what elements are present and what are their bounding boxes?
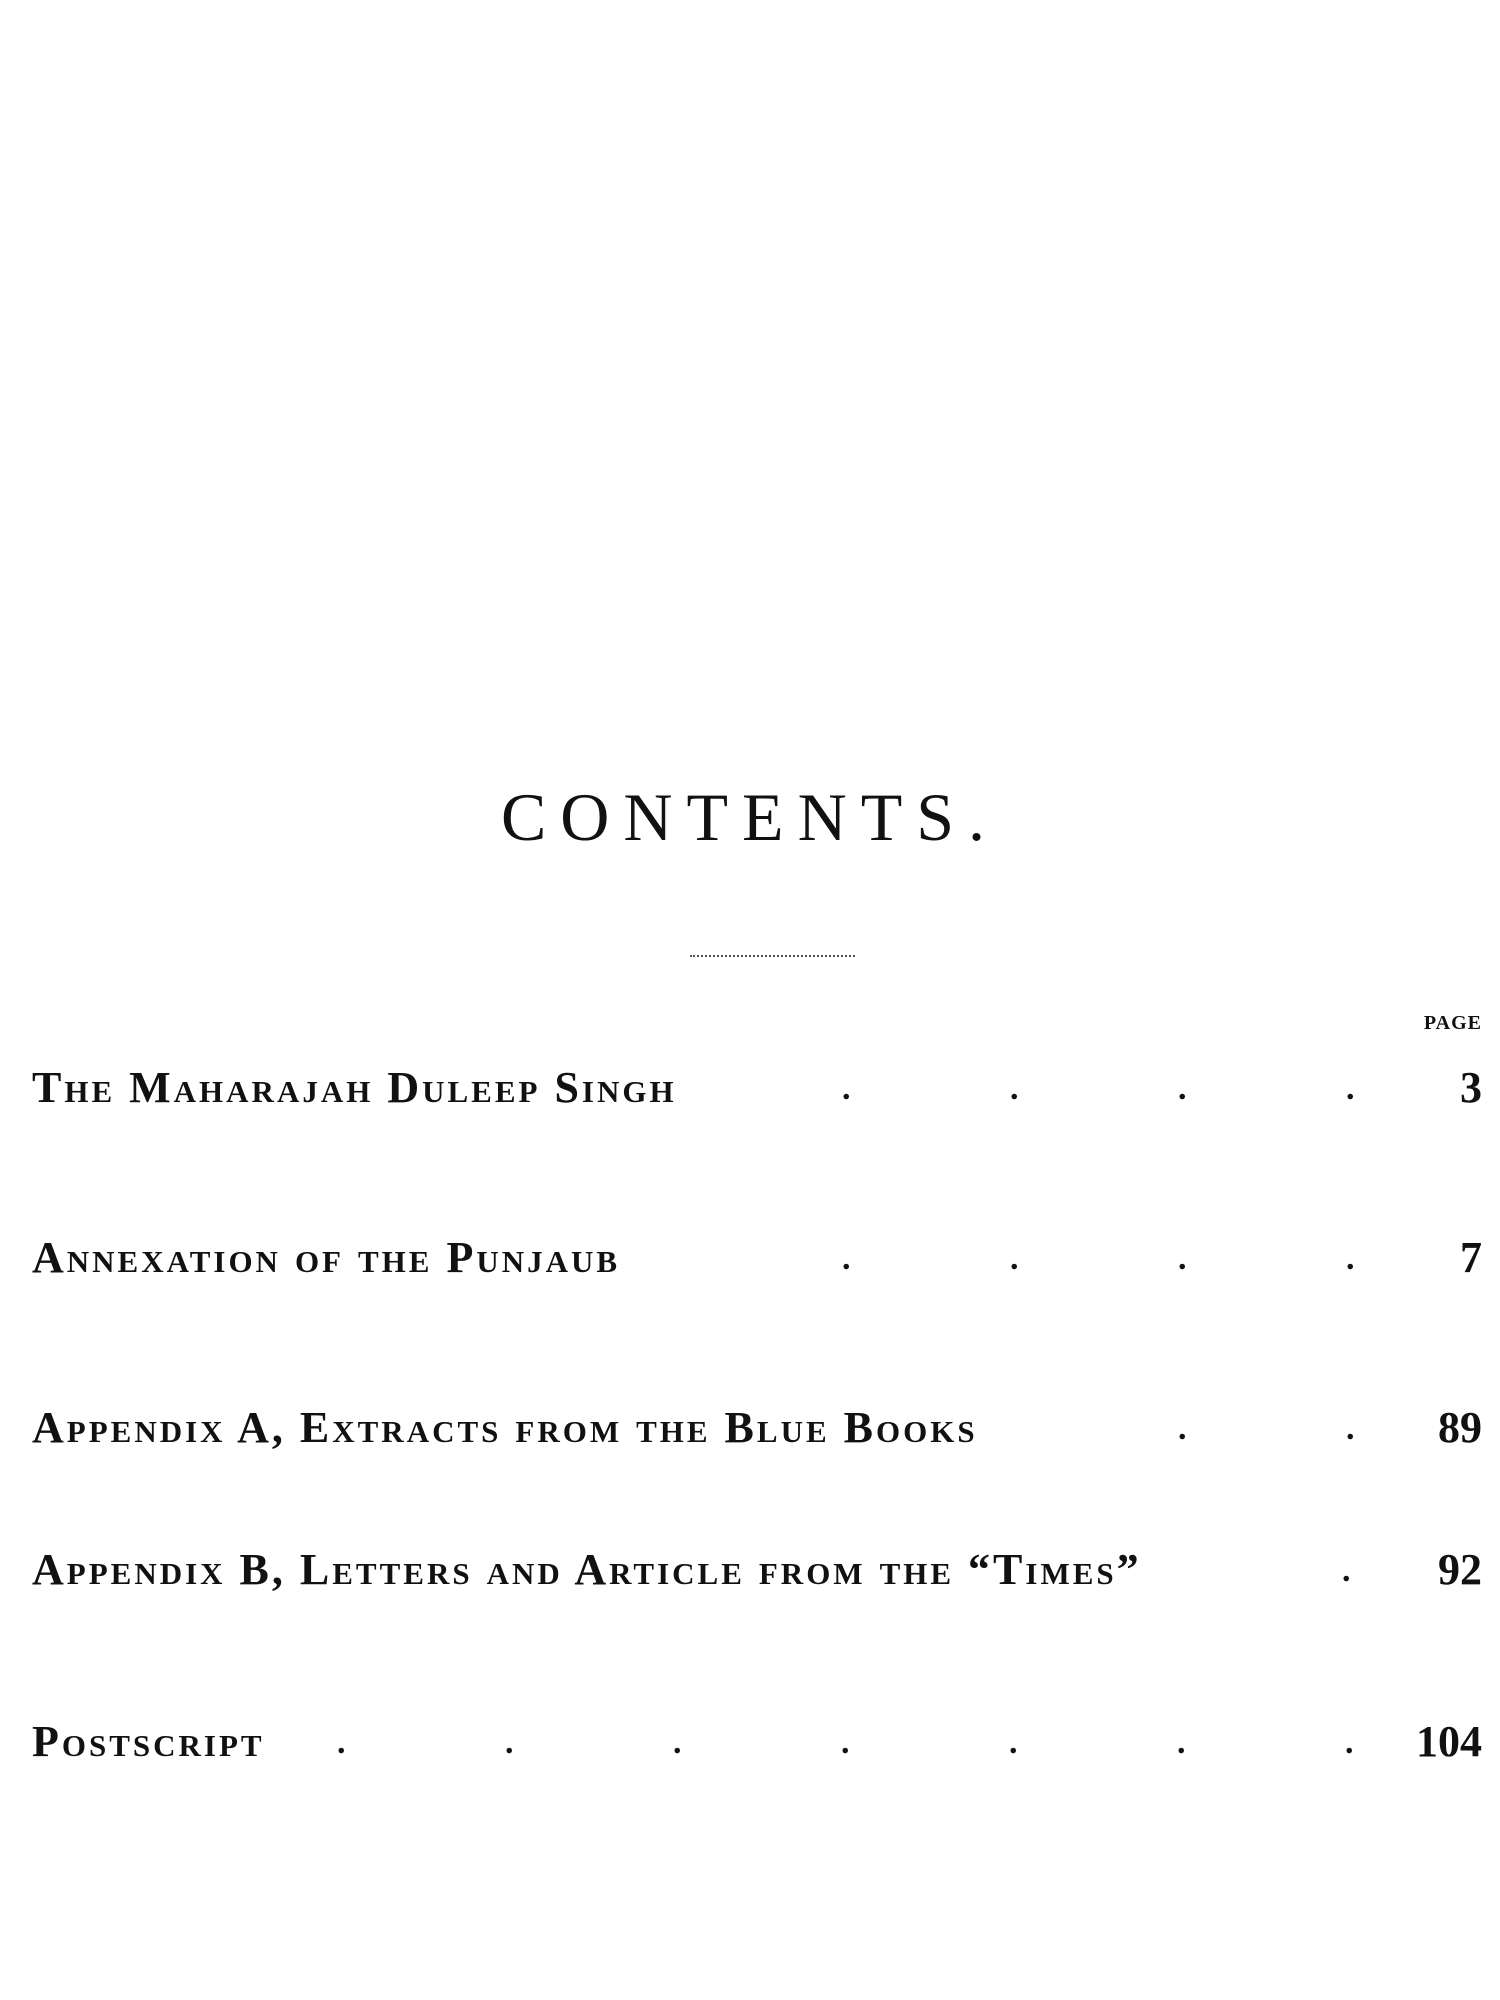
- leader-dot: .: [1346, 1410, 1355, 1447]
- leader-dot: .: [1178, 1240, 1187, 1277]
- toc-entry-title: Appendix B, Letters and Article from the “Times”: [32, 1545, 1142, 1594]
- leader-dot: .: [842, 1070, 851, 1107]
- toc-entry-title: Postscript: [32, 1717, 265, 1766]
- toc-entry[interactable]: [32, 1540, 1482, 1600]
- leader-dot: .: [337, 1724, 346, 1761]
- toc-entry-page: 7: [1460, 1233, 1482, 1282]
- toc-entry[interactable]: [32, 1058, 1482, 1118]
- leader-dot: .: [1009, 1724, 1018, 1761]
- contents-heading: CONTENTS.: [500, 779, 1000, 855]
- leader-dot: .: [1345, 1724, 1354, 1761]
- page-column-label: PAGE: [1423, 1012, 1482, 1034]
- leader-dot: .: [842, 1240, 851, 1277]
- leader-dot: .: [1346, 1240, 1355, 1277]
- toc-entry-page: 92: [1438, 1545, 1482, 1594]
- leader-dot: .: [673, 1724, 682, 1761]
- leader-dot: .: [1177, 1724, 1186, 1761]
- leader-dot: .: [1178, 1070, 1187, 1107]
- leader-dot: .: [841, 1724, 850, 1761]
- leader-dot: .: [1178, 1410, 1187, 1447]
- toc-entry-title: Annexation of the Punjaub: [32, 1233, 621, 1282]
- toc-entry-page: 104: [1416, 1717, 1482, 1766]
- heading-divider: [690, 955, 855, 957]
- toc-entry[interactable]: [32, 1398, 1482, 1458]
- toc-entry-page: 3: [1460, 1063, 1482, 1112]
- leader-dot: .: [1010, 1070, 1019, 1107]
- toc-entry-title: The Maharajah Duleep Singh: [32, 1063, 677, 1112]
- leader-dot: .: [1010, 1240, 1019, 1277]
- toc-entry-title: Appendix A, Extracts from the Blue Books: [32, 1403, 978, 1452]
- toc-entry-page: 89: [1438, 1403, 1482, 1452]
- leader-dot: .: [1342, 1552, 1351, 1589]
- toc-entry[interactable]: [32, 1228, 1482, 1288]
- toc-entry[interactable]: [32, 1712, 1482, 1772]
- leader-dot: .: [505, 1724, 514, 1761]
- leader-dot: .: [1346, 1070, 1355, 1107]
